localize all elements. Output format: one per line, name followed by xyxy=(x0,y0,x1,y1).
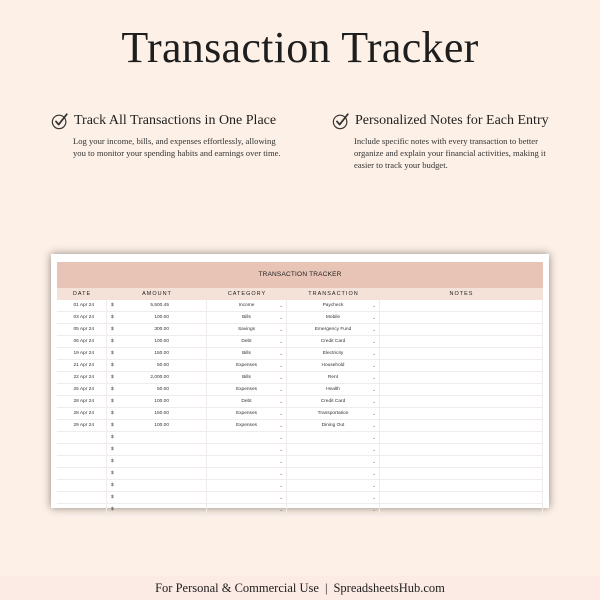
category-cell[interactable] xyxy=(207,336,287,347)
checkmark-circle-icon xyxy=(51,112,69,130)
transaction-value: Paycheck xyxy=(322,303,344,308)
dropdown-arrow-icon[interactable]: ⌄ xyxy=(279,363,283,368)
dropdown-arrow-icon[interactable]: ⌄ xyxy=(372,459,376,464)
currency-symbol: $ xyxy=(111,303,114,308)
amount-cell[interactable] xyxy=(107,396,207,407)
currency-symbol: $ xyxy=(111,387,114,392)
transaction-cell[interactable] xyxy=(287,360,380,371)
date-cell[interactable]: 06 Apr 24 xyxy=(57,336,107,347)
amount-cell[interactable] xyxy=(107,408,207,419)
transaction-cell[interactable] xyxy=(287,408,380,419)
dropdown-arrow-icon[interactable]: ⌄ xyxy=(279,327,283,332)
category-cell[interactable] xyxy=(207,420,287,431)
category-cell[interactable] xyxy=(207,348,287,359)
notes-cell[interactable] xyxy=(380,324,543,335)
transaction-value: Rent xyxy=(327,375,339,380)
amount-cell[interactable] xyxy=(107,348,207,359)
page-title: Transaction Tracker xyxy=(121,23,479,72)
amount-value xyxy=(129,480,169,491)
dropdown-arrow-icon[interactable]: ⌄ xyxy=(279,447,283,452)
table-row xyxy=(57,372,543,384)
dropdown-arrow-icon[interactable]: ⌄ xyxy=(279,507,283,512)
checkmark-circle-icon xyxy=(332,112,350,130)
footer-bar xyxy=(0,576,600,600)
dropdown-arrow-icon[interactable]: ⌄ xyxy=(279,495,283,500)
transaction-value: Mobile xyxy=(325,315,341,320)
feature-description: Log your income, bills, and expenses effortlessly, allowing you to monitor your spending habits and earnings over time. xyxy=(73,136,281,158)
currency-symbol: $ xyxy=(111,363,114,368)
notes-cell[interactable] xyxy=(380,444,543,455)
dropdown-arrow-icon[interactable]: ⌄ xyxy=(372,327,376,332)
category-value: Expenses xyxy=(235,363,258,368)
date-cell[interactable] xyxy=(57,456,107,467)
date-cell[interactable]: 25 Apr 24 xyxy=(57,384,107,395)
currency-symbol: $ xyxy=(111,447,114,452)
amount-cell[interactable] xyxy=(107,372,207,383)
category-value: Debt xyxy=(241,399,252,404)
transaction-cell[interactable] xyxy=(287,396,380,407)
dropdown-arrow-icon[interactable]: ⌄ xyxy=(279,411,283,416)
sheet-banner-title: TRANSACTION TRACKER xyxy=(57,262,543,288)
amount-value xyxy=(129,456,169,467)
category-cell[interactable] xyxy=(207,384,287,395)
amount-cell[interactable] xyxy=(107,456,207,467)
table-row xyxy=(57,456,543,468)
feature-description: Include specific notes with every transaction to better organize and explain your financial activities, making it easier to track your budget. xyxy=(354,136,546,170)
date-cell[interactable] xyxy=(57,432,107,443)
currency-symbol: $ xyxy=(111,351,114,356)
notes-cell[interactable] xyxy=(380,492,543,503)
amount-value: 100.00 xyxy=(154,423,169,428)
transaction-cell[interactable] xyxy=(287,384,380,395)
amount-cell[interactable] xyxy=(107,480,207,491)
category-cell[interactable] xyxy=(207,396,287,407)
dropdown-arrow-icon[interactable]: ⌄ xyxy=(372,483,376,488)
spreadsheet-preview xyxy=(51,254,549,512)
amount-value: 100.00 xyxy=(154,399,169,404)
dropdown-arrow-icon[interactable]: ⌄ xyxy=(372,423,376,428)
table-row xyxy=(57,444,543,456)
dropdown-arrow-icon[interactable]: ⌄ xyxy=(279,459,283,464)
date-cell[interactable]: 28 Apr 24 xyxy=(57,408,107,419)
amount-cell[interactable] xyxy=(107,432,207,443)
category-value: Bills xyxy=(242,315,251,320)
notes-cell[interactable] xyxy=(380,504,543,515)
table-row xyxy=(57,336,543,348)
notes-cell[interactable] xyxy=(380,468,543,479)
column-header-category: CATEGORY xyxy=(227,291,267,297)
transaction-value: Transportation xyxy=(317,411,349,416)
table-row xyxy=(57,396,543,408)
transaction-cell[interactable] xyxy=(287,444,380,455)
column-header-date: DATE xyxy=(72,291,92,297)
transaction-value: Credit Card xyxy=(320,399,346,404)
notes-cell[interactable] xyxy=(380,432,543,443)
category-cell[interactable] xyxy=(207,324,287,335)
category-cell[interactable] xyxy=(207,408,287,419)
currency-symbol: $ xyxy=(111,423,114,428)
notes-cell[interactable] xyxy=(380,480,543,491)
table-row xyxy=(57,312,543,324)
transaction-cell[interactable] xyxy=(287,372,380,383)
category-value: Income xyxy=(238,303,255,308)
transaction-value: Household xyxy=(321,363,345,368)
footer-website[interactable]: SpreadsheetsHub.com xyxy=(333,581,445,595)
dropdown-arrow-icon[interactable]: ⌄ xyxy=(372,399,376,404)
currency-symbol: $ xyxy=(111,339,114,344)
notes-cell[interactable] xyxy=(380,300,543,311)
dropdown-arrow-icon[interactable]: ⌄ xyxy=(279,315,283,320)
table-row xyxy=(57,504,543,516)
dropdown-arrow-icon[interactable]: ⌄ xyxy=(279,387,283,392)
date-cell[interactable]: 03 Apr 24 xyxy=(57,312,107,323)
table-row xyxy=(57,360,543,372)
currency-symbol: $ xyxy=(111,375,114,380)
table-row xyxy=(57,408,543,420)
table-row xyxy=(57,468,543,480)
dropdown-arrow-icon[interactable]: ⌄ xyxy=(279,351,283,356)
feature-track-all xyxy=(51,112,286,159)
dropdown-arrow-icon[interactable]: ⌄ xyxy=(372,315,376,320)
date-cell[interactable]: 01 Apr 24 xyxy=(57,300,107,311)
transaction-cell[interactable] xyxy=(287,336,380,347)
dropdown-arrow-icon[interactable]: ⌄ xyxy=(372,507,376,512)
dropdown-arrow-icon[interactable]: ⌄ xyxy=(279,339,283,344)
category-value: Bills xyxy=(242,375,251,380)
date-cell[interactable]: 22 Apr 24 xyxy=(57,372,107,383)
table-row xyxy=(57,348,543,360)
amount-value: 2,000.00 xyxy=(150,375,169,380)
amount-value: 150.00 xyxy=(154,411,169,416)
transaction-cell[interactable] xyxy=(287,480,380,491)
amount-value: 300.00 xyxy=(154,327,169,332)
transaction-cell[interactable] xyxy=(287,312,380,323)
dropdown-arrow-icon[interactable]: ⌄ xyxy=(372,363,376,368)
dropdown-arrow-icon[interactable]: ⌄ xyxy=(279,471,283,476)
amount-cell[interactable] xyxy=(107,300,207,311)
currency-symbol: $ xyxy=(111,459,114,464)
category-cell[interactable] xyxy=(207,456,287,467)
column-header-amount: AMOUNT xyxy=(142,291,172,297)
dropdown-arrow-icon[interactable]: ⌄ xyxy=(279,483,283,488)
amount-cell[interactable] xyxy=(107,336,207,347)
date-cell[interactable]: 05 Apr 24 xyxy=(57,324,107,335)
amount-value: 100.00 xyxy=(154,339,169,344)
notes-cell[interactable] xyxy=(380,408,543,419)
amount-value: 5,500.45 xyxy=(150,303,169,308)
dropdown-arrow-icon[interactable]: ⌄ xyxy=(372,387,376,392)
category-value: Expenses xyxy=(235,411,258,416)
transaction-cell[interactable] xyxy=(287,420,380,431)
notes-cell[interactable] xyxy=(380,384,543,395)
notes-cell[interactable] xyxy=(380,456,543,467)
notes-cell[interactable] xyxy=(380,336,543,347)
amount-cell[interactable] xyxy=(107,384,207,395)
transaction-value: Emergency Fund xyxy=(314,327,352,332)
table-row xyxy=(57,480,543,492)
amount-cell[interactable] xyxy=(107,444,207,455)
footer-usage-text: For Personal & Commercial Use xyxy=(155,581,319,595)
column-header-transaction: TRANSACTION xyxy=(308,291,359,297)
transaction-cell[interactable] xyxy=(287,492,380,503)
dropdown-arrow-icon[interactable]: ⌄ xyxy=(372,351,376,356)
category-cell[interactable] xyxy=(207,444,287,455)
notes-cell[interactable] xyxy=(380,348,543,359)
transaction-cell[interactable] xyxy=(287,456,380,467)
amount-value: 100.00 xyxy=(154,315,169,320)
currency-symbol: $ xyxy=(111,495,114,500)
transaction-cell[interactable] xyxy=(287,504,380,515)
dropdown-arrow-icon[interactable]: ⌄ xyxy=(372,339,376,344)
currency-symbol: $ xyxy=(111,471,114,476)
amount-cell[interactable] xyxy=(107,420,207,431)
notes-cell[interactable] xyxy=(380,360,543,371)
amount-cell[interactable] xyxy=(107,312,207,323)
transaction-cell[interactable] xyxy=(287,348,380,359)
currency-symbol: $ xyxy=(111,327,114,332)
dropdown-arrow-icon[interactable]: ⌄ xyxy=(279,423,283,428)
currency-symbol: $ xyxy=(111,399,114,404)
date-cell[interactable]: 19 Apr 24 xyxy=(57,348,107,359)
category-cell[interactable] xyxy=(207,372,287,383)
dropdown-arrow-icon[interactable]: ⌄ xyxy=(372,495,376,500)
category-value: Bills xyxy=(242,351,251,356)
table-row xyxy=(57,384,543,396)
transaction-value: Health xyxy=(326,387,340,392)
amount-value xyxy=(129,444,169,455)
amount-cell[interactable] xyxy=(107,360,207,371)
category-cell[interactable] xyxy=(207,300,287,311)
table-row xyxy=(57,420,543,432)
dropdown-arrow-icon[interactable]: ⌄ xyxy=(279,375,283,380)
table-row xyxy=(57,432,543,444)
sheet-rows xyxy=(57,300,543,516)
category-cell[interactable] xyxy=(207,432,287,443)
category-cell[interactable] xyxy=(207,504,287,515)
date-cell[interactable]: 29 Apr 24 xyxy=(57,420,107,431)
amount-cell[interactable] xyxy=(107,324,207,335)
currency-symbol: $ xyxy=(111,507,114,512)
column-header-notes: NOTES xyxy=(449,291,474,297)
table-row xyxy=(57,300,543,312)
transaction-value: Electricity xyxy=(322,351,344,356)
dropdown-arrow-icon[interactable]: ⌄ xyxy=(372,411,376,416)
date-cell[interactable] xyxy=(57,444,107,455)
table-row xyxy=(57,324,543,336)
notes-cell[interactable] xyxy=(380,396,543,407)
transaction-cell[interactable] xyxy=(287,432,380,443)
transaction-cell[interactable] xyxy=(287,300,380,311)
dropdown-arrow-icon[interactable]: ⌄ xyxy=(372,435,376,440)
dropdown-arrow-icon[interactable]: ⌄ xyxy=(279,303,283,308)
amount-cell[interactable] xyxy=(107,468,207,479)
amount-value xyxy=(129,504,169,515)
transaction-cell[interactable] xyxy=(287,324,380,335)
notes-cell[interactable] xyxy=(380,420,543,431)
date-cell[interactable] xyxy=(57,480,107,491)
date-cell[interactable] xyxy=(57,468,107,479)
dropdown-arrow-icon[interactable]: ⌄ xyxy=(279,435,283,440)
dropdown-arrow-icon[interactable]: ⌄ xyxy=(372,375,376,380)
category-cell[interactable] xyxy=(207,468,287,479)
date-cell[interactable] xyxy=(57,504,107,515)
amount-value: 150.00 xyxy=(154,351,169,356)
dropdown-arrow-icon[interactable]: ⌄ xyxy=(279,399,283,404)
notes-cell[interactable] xyxy=(380,372,543,383)
footer-separator: | xyxy=(324,581,328,595)
amount-value xyxy=(129,492,169,503)
currency-symbol: $ xyxy=(111,315,114,320)
feature-title: Personalized Notes for Each Entry xyxy=(355,113,549,128)
amount-value: 50.00 xyxy=(156,363,169,368)
amount-cell[interactable] xyxy=(107,504,207,515)
currency-symbol: $ xyxy=(111,411,114,416)
dropdown-arrow-icon[interactable]: ⌄ xyxy=(372,447,376,452)
amount-cell[interactable] xyxy=(107,492,207,503)
feature-personalized-notes xyxy=(332,112,567,171)
category-value: Debt xyxy=(241,339,252,344)
category-cell[interactable] xyxy=(207,492,287,503)
category-cell[interactable] xyxy=(207,360,287,371)
amount-value xyxy=(129,432,169,443)
feature-title: Track All Transactions in One Place xyxy=(74,113,277,128)
table-row xyxy=(57,492,543,504)
amount-value xyxy=(129,468,169,479)
date-cell[interactable] xyxy=(57,492,107,503)
sheet-header-row xyxy=(57,288,543,300)
transaction-cell[interactable] xyxy=(287,468,380,479)
amount-value: 50.00 xyxy=(156,387,169,392)
notes-cell[interactable] xyxy=(380,312,543,323)
date-cell[interactable]: 21 Apr 24 xyxy=(57,360,107,371)
transaction-value: Dining Out xyxy=(321,423,345,428)
date-cell[interactable]: 28 Apr 24 xyxy=(57,396,107,407)
category-value: Savings xyxy=(237,327,256,332)
transaction-value: Credit Card xyxy=(320,339,346,344)
currency-symbol: $ xyxy=(111,435,114,440)
category-value: Expenses xyxy=(235,387,258,392)
category-cell[interactable] xyxy=(207,480,287,491)
dropdown-arrow-icon[interactable]: ⌄ xyxy=(372,471,376,476)
category-cell[interactable] xyxy=(207,312,287,323)
category-value: Expenses xyxy=(235,423,258,428)
dropdown-arrow-icon[interactable]: ⌄ xyxy=(372,303,376,308)
currency-symbol: $ xyxy=(111,483,114,488)
